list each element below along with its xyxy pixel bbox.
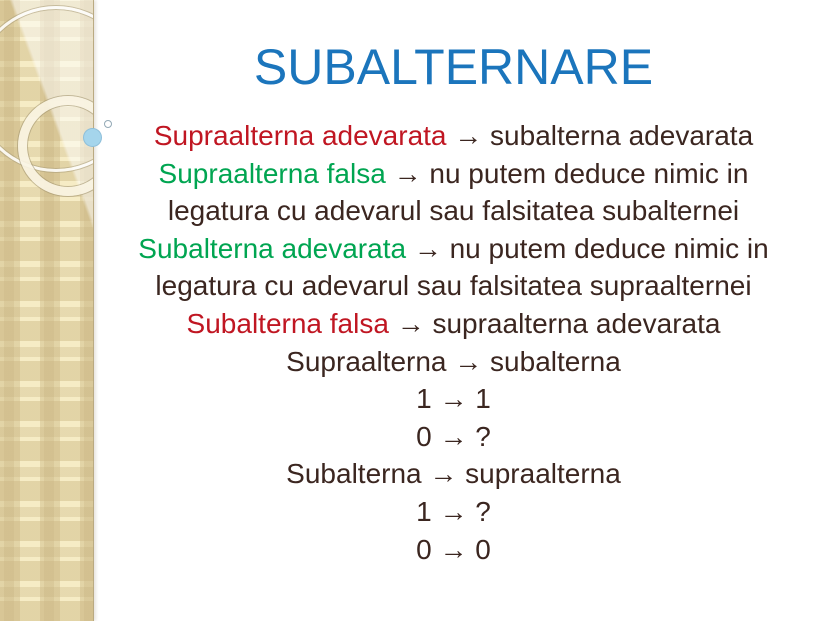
body-line-segment: → nu putem deduce nimic in (413, 232, 769, 264)
slide-title: SUBALTERNARE (253, 39, 654, 95)
body-line (93, 343, 814, 381)
body-line (93, 455, 814, 493)
body-line-segment: → supraalterna adevarata (396, 307, 721, 339)
decor-sidebar-pattern (0, 0, 94, 621)
body-line-segment: 1 → 1 (416, 383, 491, 415)
body-line (93, 380, 814, 418)
body-line (93, 192, 814, 230)
body-line-segment: Supraalterna falsa (158, 157, 394, 189)
body-line (93, 117, 814, 155)
body-line-segment: legatura cu adevarul sau falsitatea supraalternei (155, 270, 752, 302)
body-line-segment: 0 → 0 (416, 533, 491, 565)
body-lines (93, 117, 814, 568)
body-line (93, 305, 814, 343)
body-line-segment: Subalterna → supraalterna (286, 458, 621, 490)
body-line-segment: Supraalterna → subalterna (286, 345, 621, 377)
body-line (93, 267, 814, 305)
body-line-segment: 0 → ? (416, 420, 491, 452)
body-line-segment: Subalterna falsa (186, 307, 397, 339)
body-line-segment: legatura cu adevarul sau falsitatea subalternei (167, 195, 740, 227)
body-line (93, 493, 814, 531)
body-line (93, 418, 814, 456)
body-line-segment: → subalterna adevarata (454, 120, 754, 151)
body-line (93, 155, 814, 193)
body-line-segment: → nu putem deduce nimic in (393, 157, 749, 189)
body-line-segment: 1 → ? (416, 495, 491, 527)
body-line-segment: Supraalterna adevarata (153, 120, 455, 151)
body-line (93, 531, 814, 569)
body-line (93, 230, 814, 268)
slide-content (93, 40, 828, 568)
body-line-segment: Subalterna adevarata (138, 232, 414, 264)
